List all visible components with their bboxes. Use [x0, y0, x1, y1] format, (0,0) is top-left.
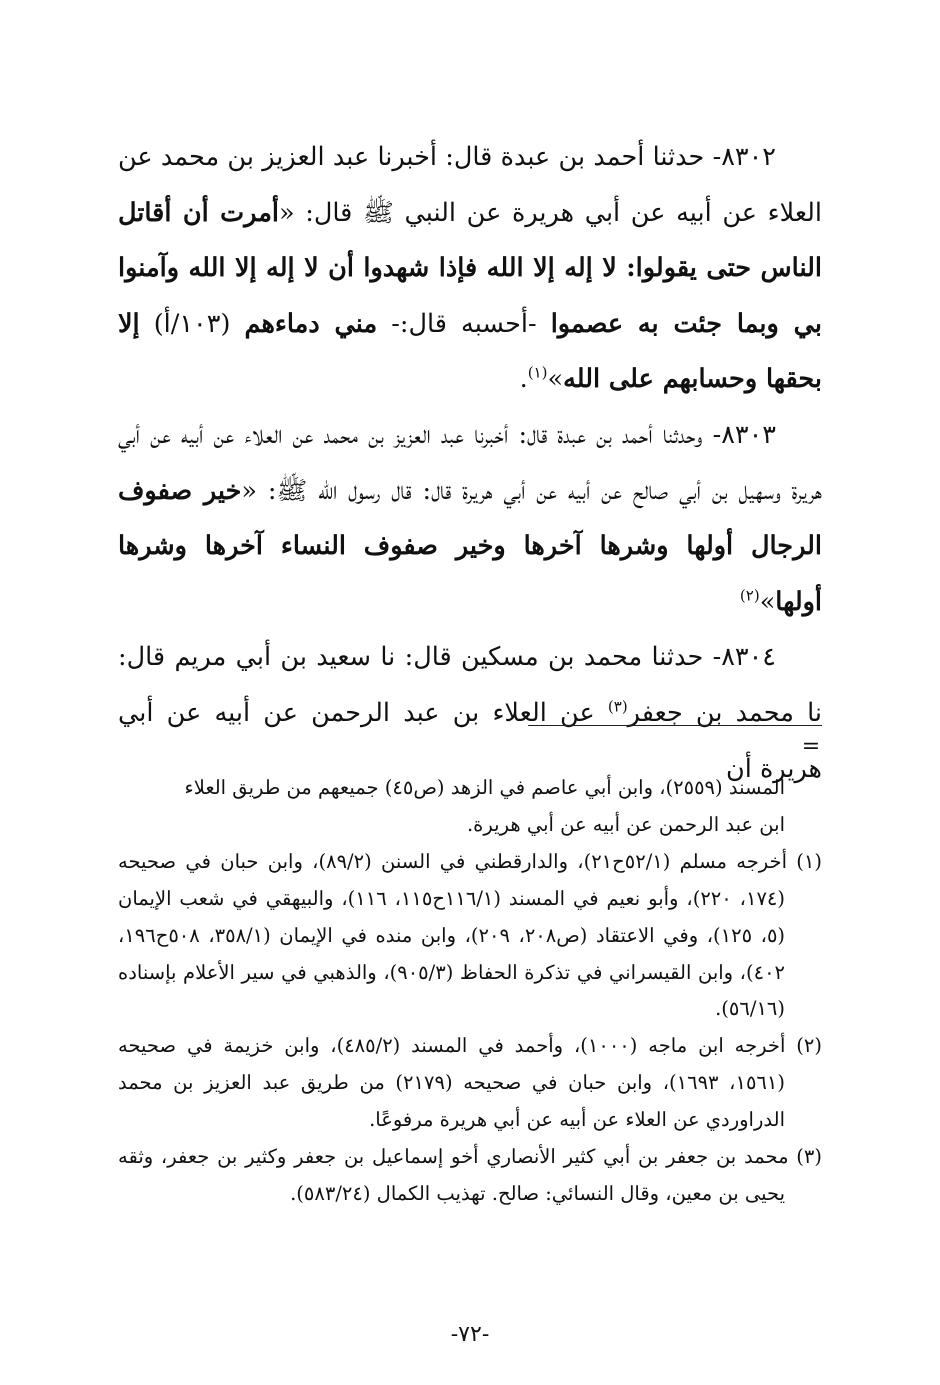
text-run: ٨٣٠٢- حدثنا أحمد بن عبدة قال: أخبرنا عبد العزيز بن محمد عن العلاء عن أبيه عن أبي هريرة عن النبي ﷺ قال: « — [118, 142, 822, 228]
prophetic-text: خير صفوف الرجال أولها وشرها آخرها وخير صفوف النساء آخرها وشرها أولها — [118, 475, 822, 617]
footnote-carryover-line: ابن عبد الرحمن عن أبيه عن أبي هريرة. — [466, 812, 785, 836]
main-text — [118, 130, 822, 797]
text-run: ٨٣٠٣- وحدثنا أحمد بن عبدة قال: أخبرنا عبد العزيز بن محمد عن العلاء عن أبيه عن أبي هريرة وسهيل بن أبي صالح عن أبيه عن أبي هريرة قال: قال رسول الله ﷺ: « — [118, 419, 822, 506]
footnote-ref: (١) — [527, 363, 548, 382]
footnote-mark: (٢) — [796, 1034, 822, 1058]
continuation-mark: = — [801, 734, 821, 759]
footnote-ref: (٢) — [739, 586, 760, 605]
footnote-carryover-line: المسند (٢٥٥٩)، وابن أبي عاصم في الزهد (ص٤٥) جميعهم من طريق العلاء — [184, 776, 785, 799]
text-run: -أحسبه قال:- — [377, 308, 551, 339]
footnote-mark: (١) — [796, 849, 822, 873]
footnote-text: أخرجه ابن ماجه (١٠٠٠)، وأحمد في المسند (٤٨٥/٢)، وابن خزيمة في صحيحه (١٥٦١، ١٦٩٣)، وابن حبان في صحيحه (٢١٧٩) من طريق عبد العزيز بن محمد الدراوردي عن العلاء عن أبيه عن أبي هريرة مرفوعًا. — [118, 1034, 797, 1132]
manuscript-folio-ref: (١٠٣/أ) — [139, 308, 245, 339]
footnote-ref: (٣) — [607, 697, 628, 716]
text-run: ٨٣٠٤- حدثنا محمد بن مسكين قال: نا سعيد بن أبي مريم قال: نا محمد بن جعفر — [118, 642, 822, 728]
prophetic-text: مني دماءهم — [244, 308, 378, 339]
footnotes — [118, 770, 822, 1213]
footnote-1 — [118, 844, 822, 1029]
prophetic-text: أمرت أن أقاتل الناس حتى يقولوا: لا إله إلا الله فإذا شهدوا أن لا إله إلا الله وآمنوا بي وبما جئت به عصموا — [118, 197, 823, 339]
text-run: » — [759, 586, 776, 617]
footnote-text: محمد بن جعفر بن أبي كثير الأنصاري أخو إسماعيل بن جعفر وكثير بن جعفر، وثقه يحيى بن معين، وقال النسائي: صالح. تهذيب الكمال (٥٨٣/٢٤). — [118, 1145, 797, 1205]
prophetic-text: إلا بحقها وحسابهم على الله — [118, 308, 822, 395]
hadith-8302 — [118, 130, 822, 408]
text-run: . — [519, 364, 528, 395]
footnote-3 — [118, 1139, 822, 1213]
footnote-separator — [528, 725, 822, 726]
hadith-8303 — [118, 408, 822, 630]
footnote-2 — [118, 1028, 822, 1139]
page-number: -٧٢- — [450, 1322, 490, 1347]
text-run: » — [547, 364, 564, 395]
footnote-text: أخرجه مسلم (٥٢/١ح٢١)، والدارقطني في السنن (٨٩/٢)، وابن حبان في صحيحه (١٧٤، ٢٢٠)، وأبو نعيم في المسند (١١٦/١ح١١٥، ١١٦)، والبيهقي في شعب الإيمان (٥، ١٢٥)، وفي الاعتقاد (ص٢٠٨، ٢٠٩)، وابن منده في الإيمان (٣٥٨/١، ٥٠٨ح١٩٦، ٤٠٢)، وابن القيسراني في تذكرة الحفاظ (٩٠٥/٣)، والذهبي في سير الأعلام بإسناده (٥٦/١٦). — [118, 849, 797, 1021]
text-run: عن العلاء بن عبد الرحمن عن أبيه عن أبي هريرة أن — [118, 697, 822, 784]
footnote-mark: (٣) — [796, 1145, 822, 1169]
